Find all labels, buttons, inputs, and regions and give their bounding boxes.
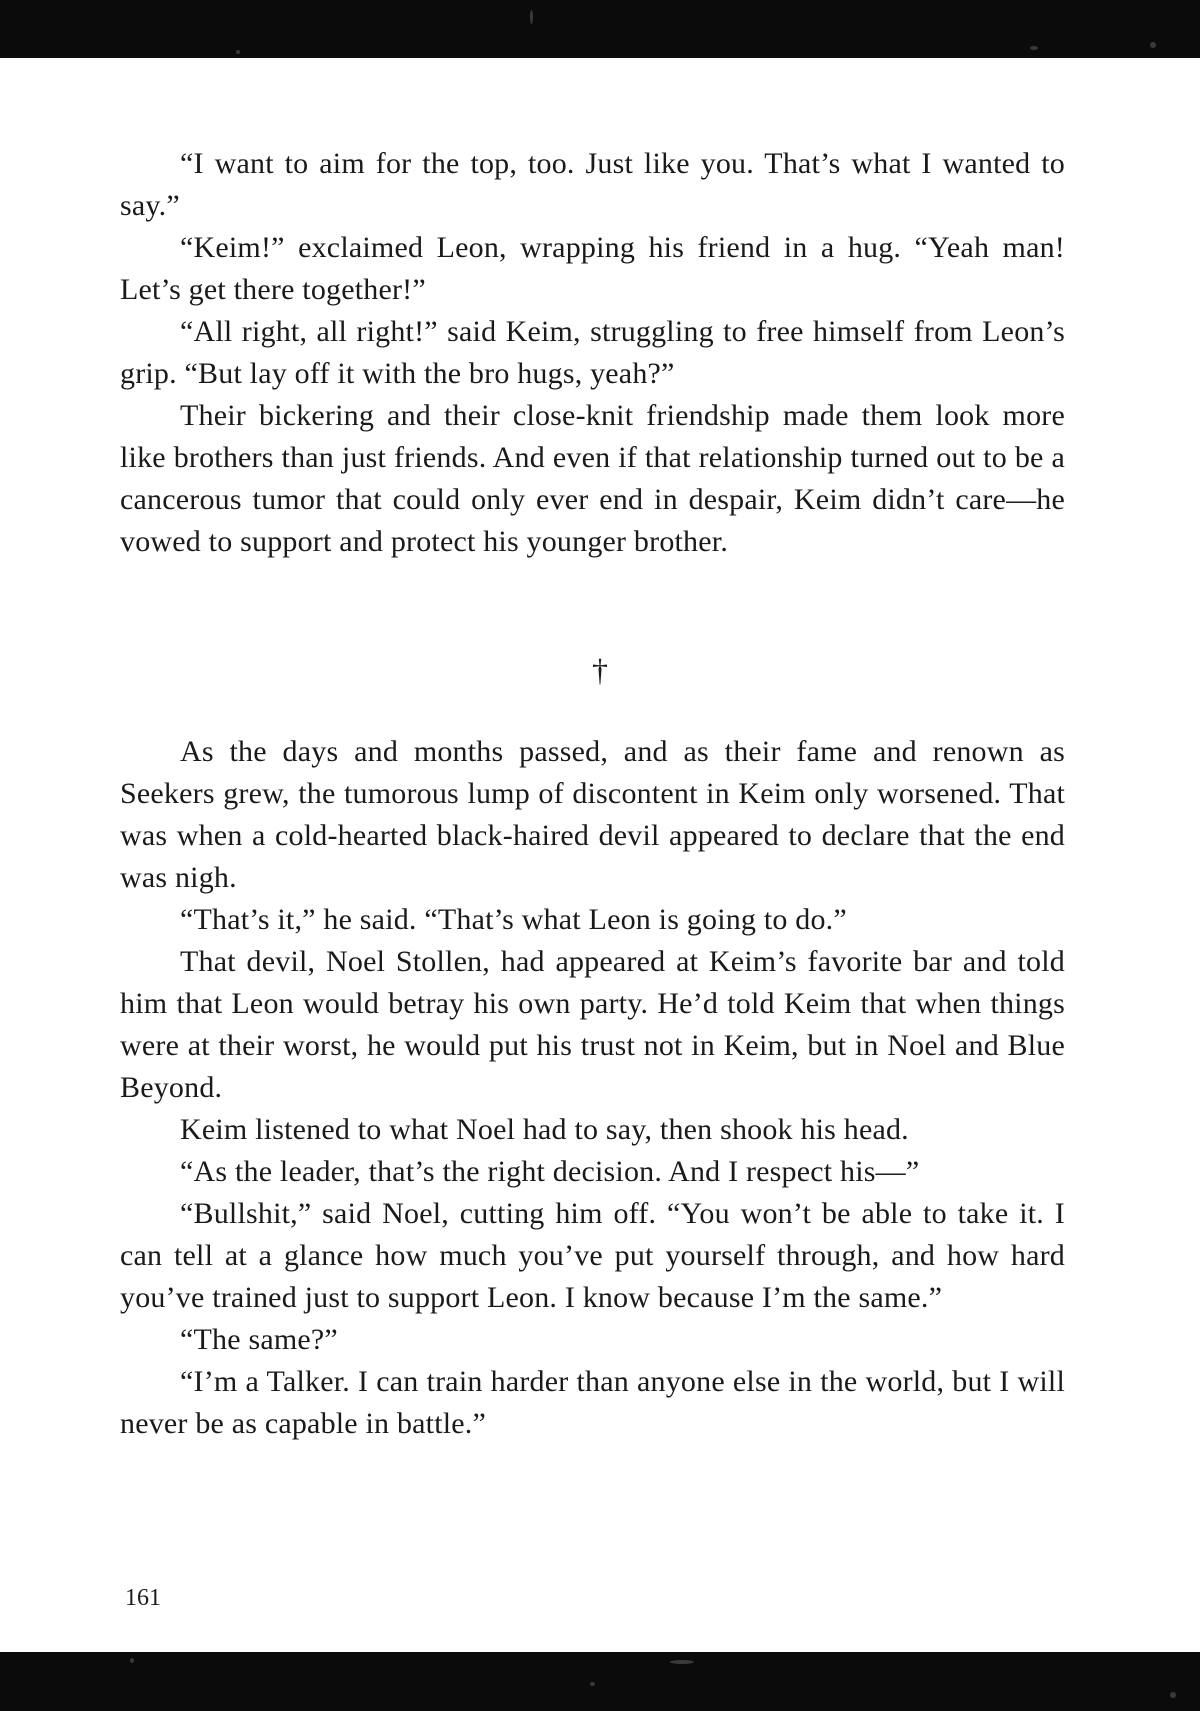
- paragraph: “That’s it,” he said. “That’s what Leon is going to do.”: [180, 903, 847, 936]
- top-scan-border: [0, 0, 1200, 58]
- scan-speck: [1170, 1692, 1176, 1698]
- scan-speck: [1030, 46, 1038, 50]
- paragraph: “Keim!” exclaimed Leon, wrapping his friend in a hug. “Yeah man! Let’s get there together!”: [120, 231, 1065, 306]
- scan-speck: [130, 1658, 134, 1663]
- scan-speck: [530, 10, 533, 24]
- page-number: 161: [125, 1585, 161, 1611]
- section-divider-dagger: †: [592, 652, 608, 688]
- paragraph: “I want to aim for the top, too. Just like you. That’s what I wanted to say.”: [120, 147, 1065, 222]
- scan-speck: [1150, 42, 1156, 48]
- paragraph: “I’m a Talker. I can train harder than anyone else in the world, but I will never be as capable in battle.”: [120, 1365, 1065, 1440]
- scan-speck: [670, 1660, 694, 1664]
- text-block-lower: [120, 731, 1065, 1445]
- paragraph: As the days and months passed, and as their fame and renown as Seekers grew, the tumorous lump of discontent in Keim only worsened. That was when a cold-hearted black-haired devil appeared to declare that the end was nigh.: [120, 735, 1065, 894]
- paragraph: That devil, Noel Stollen, had appeared at Keim’s favorite bar and told him that Leon would betray his own party. He’d told Keim that when things were at their worst, he would put his trust not in Keim, but in Noel and Blue Beyond.: [120, 945, 1065, 1104]
- paragraph: “All right, all right!” said Keim, struggling to free himself from Leon’s grip. “But lay off it with the bro hugs, yeah?”: [120, 315, 1065, 390]
- paragraph: “The same?”: [180, 1323, 338, 1356]
- scan-speck: [590, 1682, 595, 1686]
- paragraph: “Bullshit,” said Noel, cutting him off. “You won’t be able to take it. I can tell at a glance how much you’ve put yourself through, and how hard you’ve trained just to support Leon. I know because I’m the same.”: [120, 1197, 1065, 1314]
- paragraph: Keim listened to what Noel had to say, then shook his head.: [180, 1113, 909, 1146]
- bottom-scan-border: [0, 1652, 1200, 1711]
- text-block-upper: [120, 143, 1065, 563]
- paragraph: “As the leader, that’s the right decision. And I respect his—”: [180, 1155, 920, 1188]
- scan-speck: [236, 50, 240, 54]
- paragraph: Their bickering and their close-knit friendship made them look more like brothers than just friends. And even if that relationship turned out to be a cancerous tumor that could only ever end in despair, Keim didn’t care—he vowed to support and protect his younger brother.: [120, 399, 1065, 558]
